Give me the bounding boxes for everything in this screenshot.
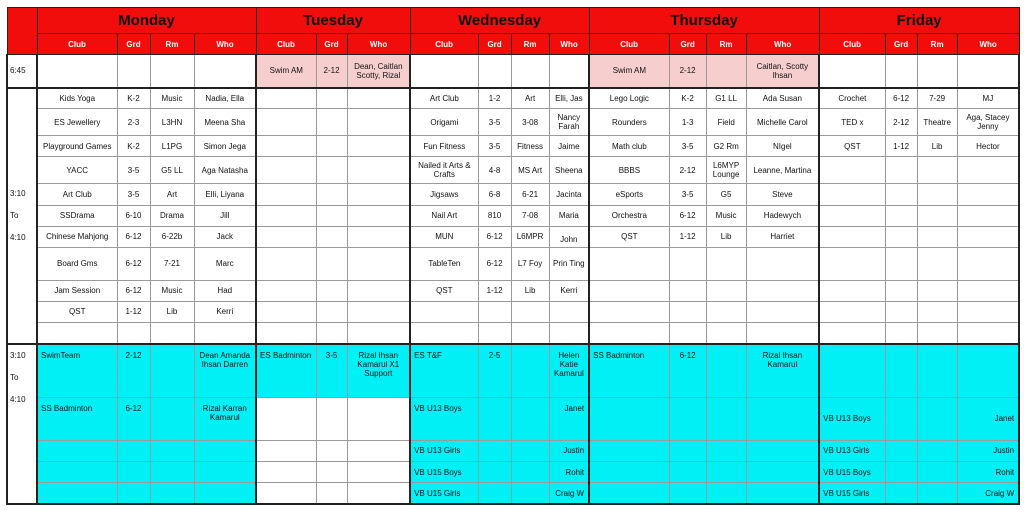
club-room: L6MYP Lounge <box>706 157 746 184</box>
time-start: 3:10 <box>10 350 26 360</box>
club-grade: 1-3 <box>669 109 706 136</box>
club-who: Kerri <box>194 301 256 322</box>
sports-club: VB U15 Boys <box>410 461 478 482</box>
club-name: Board Gms <box>37 248 117 280</box>
time-to: To <box>10 372 19 382</box>
sports-club: VB U13 Girls <box>410 440 478 461</box>
col-header-grd: Grd <box>316 34 347 55</box>
club-who: Hector <box>957 136 1019 157</box>
club-name: Nailed it Arts & Crafts <box>410 157 478 184</box>
club-room <box>511 301 549 322</box>
club-name: YACC <box>37 157 117 184</box>
club-name <box>819 157 885 184</box>
sports-club: VB U13 Boys <box>819 398 885 441</box>
club-who: Leanne, Martina <box>746 157 819 184</box>
swim-am-thu-who: Caitlan, Scotty Ihsan <box>746 55 819 88</box>
club-who: Simon Jega <box>194 136 256 157</box>
club-grade: 1-12 <box>117 301 150 322</box>
club-grade: 2-12 <box>669 157 706 184</box>
col-header-rm: Rm <box>706 34 746 55</box>
sports-who: Rizal Karran Kamarul <box>194 398 256 441</box>
club-who <box>957 157 1019 184</box>
club-name <box>410 301 478 322</box>
club-room: Theatre <box>917 109 957 136</box>
sports-who: Dean Amanda Ihsan Darren <box>194 344 256 398</box>
sports-club: VB U13 Girls <box>819 440 885 461</box>
swim-am-thu-club: Swim AM <box>589 55 669 88</box>
club-name: TED x <box>819 109 885 136</box>
club-name: QST <box>37 301 117 322</box>
club-grade: 2-12 <box>885 109 917 136</box>
club-name: Math club <box>589 136 669 157</box>
club-name <box>819 205 885 226</box>
sports-who: Janet <box>957 398 1019 441</box>
club-name: QST <box>589 226 669 247</box>
col-header-club: Club <box>256 34 316 55</box>
club-name: Fun Fitness <box>410 136 478 157</box>
time-to: To <box>10 210 19 220</box>
sports-club: VB U15 Girls <box>410 483 478 504</box>
col-header-who: Who <box>746 34 819 55</box>
club-who: Aga, Stacey Jenny <box>957 109 1019 136</box>
club-who: Elli, Jas <box>549 88 589 109</box>
club-room: Art <box>511 88 549 109</box>
club-who: Elli, Liyana <box>194 184 256 205</box>
club-room: Drama <box>150 205 194 226</box>
club-name <box>589 248 669 280</box>
club-who: Michelle Carol <box>746 109 819 136</box>
club-who: Maria <box>549 205 589 226</box>
club-who: NIgel <box>746 136 819 157</box>
sports-club: ES T&F <box>410 344 478 398</box>
club-grade: 1-12 <box>669 226 706 247</box>
club-name: Art Club <box>410 88 478 109</box>
corner-cell <box>7 8 37 55</box>
sports-grade: 2-5 <box>478 344 511 398</box>
club-grade <box>885 205 917 226</box>
time-end: 4:10 <box>10 232 26 242</box>
club-who: Steve <box>746 184 819 205</box>
club-grade <box>885 248 917 280</box>
club-room <box>917 205 957 226</box>
sports-who: Craig W <box>549 483 589 504</box>
club-who: Jaime <box>549 136 589 157</box>
club-room: 7-21 <box>150 248 194 280</box>
club-who <box>957 205 1019 226</box>
sports-who: Craig W <box>957 483 1019 504</box>
club-grade: 2-3 <box>117 109 150 136</box>
day-header-monday: Monday <box>37 8 256 34</box>
club-name <box>819 301 885 322</box>
time-early: 6:45 <box>7 55 37 88</box>
club-room: G5 LL <box>150 157 194 184</box>
col-header-club: Club <box>410 34 478 55</box>
sports-who: Justin <box>549 440 589 461</box>
club-room: L6MPR <box>511 226 549 247</box>
club-room: Music <box>150 280 194 301</box>
club-grade: 1-12 <box>885 136 917 157</box>
col-header-who: Who <box>549 34 589 55</box>
club-name: BBBS <box>589 157 669 184</box>
club-grade <box>885 184 917 205</box>
club-name: eSports <box>589 184 669 205</box>
club-grade <box>669 301 706 322</box>
club-room: G5 <box>706 184 746 205</box>
club-name: Nail Art <box>410 205 478 226</box>
club-who: Nadia, Ella <box>194 88 256 109</box>
sports-club: SS Badminton <box>37 398 117 441</box>
club-grade <box>478 301 511 322</box>
club-room: 7-08 <box>511 205 549 226</box>
club-grade <box>669 248 706 280</box>
club-grade: K-2 <box>117 136 150 157</box>
club-name: Rounders <box>589 109 669 136</box>
club-grade: 4-8 <box>478 157 511 184</box>
sports-who: Helen Katie Kamarul <box>549 344 589 398</box>
club-name: Lego Logic <box>589 88 669 109</box>
club-room: L3HN <box>150 109 194 136</box>
club-room: Music <box>150 88 194 109</box>
club-name: Jigsaws <box>410 184 478 205</box>
sports-who: Rohit <box>549 461 589 482</box>
club-who <box>549 301 589 322</box>
col-header-who: Who <box>194 34 256 55</box>
club-room <box>917 248 957 280</box>
club-name: Jam Session <box>37 280 117 301</box>
club-grade: 6-12 <box>478 226 511 247</box>
club-name: Crochet <box>819 88 885 109</box>
sports-grade: 3-5 <box>316 344 347 398</box>
club-room: G1 LL <box>706 88 746 109</box>
club-grade <box>885 226 917 247</box>
club-name <box>819 184 885 205</box>
club-grade: 3-5 <box>669 136 706 157</box>
club-room: Fitness <box>511 136 549 157</box>
club-room: Lib <box>706 226 746 247</box>
club-name <box>589 301 669 322</box>
club-grade: 6-12 <box>885 88 917 109</box>
club-grade: 6-12 <box>669 205 706 226</box>
club-name: Kids Yoga <box>37 88 117 109</box>
club-room <box>917 226 957 247</box>
club-grade: 1-12 <box>478 280 511 301</box>
club-grade <box>669 280 706 301</box>
club-room: L7 Foy <box>511 248 549 280</box>
col-header-grd: Grd <box>117 34 150 55</box>
club-room <box>706 301 746 322</box>
sports-who: Justin <box>957 440 1019 461</box>
club-room: 6-21 <box>511 184 549 205</box>
club-room: 7-29 <box>917 88 957 109</box>
schedule <box>6 7 1018 505</box>
sports-who: Rohit <box>957 461 1019 482</box>
club-who: Meena Sha <box>194 109 256 136</box>
day-header-tuesday: Tuesday <box>256 8 410 34</box>
club-schedule-table <box>6 7 1020 505</box>
col-header-who: Who <box>347 34 410 55</box>
club-who: Sheena <box>549 157 589 184</box>
club-who <box>957 248 1019 280</box>
club-name: Art Club <box>37 184 117 205</box>
club-room: MS Art <box>511 157 549 184</box>
club-room: Field <box>706 109 746 136</box>
sports-who: Rizal Ihsan Kamarul <box>746 344 819 398</box>
club-grade: 3-5 <box>117 157 150 184</box>
col-header-who: Who <box>957 34 1019 55</box>
time-after-school <box>7 88 37 344</box>
day-header-friday: Friday <box>819 8 1019 34</box>
club-room: Lib <box>511 280 549 301</box>
col-header-club: Club <box>819 34 885 55</box>
sports-club: ES Badminton <box>256 344 316 398</box>
club-name <box>819 248 885 280</box>
club-room: 6-22b <box>150 226 194 247</box>
club-who: Marc <box>194 248 256 280</box>
sports-who: Janet <box>549 398 589 441</box>
club-grade: K-2 <box>669 88 706 109</box>
col-header-grd: Grd <box>885 34 917 55</box>
club-grade: 6-12 <box>117 248 150 280</box>
club-who: Jill <box>194 205 256 226</box>
club-room <box>917 157 957 184</box>
club-who <box>746 248 819 280</box>
col-header-grd: Grd <box>669 34 706 55</box>
club-who <box>957 226 1019 247</box>
club-who: Jacinta <box>549 184 589 205</box>
club-room: Art <box>150 184 194 205</box>
club-grade <box>885 301 917 322</box>
club-name: MUN <box>410 226 478 247</box>
club-name <box>819 280 885 301</box>
swim-am-tue-club: Swim AM <box>256 55 316 88</box>
club-room <box>917 280 957 301</box>
day-header-wednesday: Wednesday <box>410 8 589 34</box>
club-grade: 6-12 <box>478 248 511 280</box>
club-name <box>819 226 885 247</box>
club-who <box>746 301 819 322</box>
club-who: Hadewych <box>746 205 819 226</box>
club-who: Harriet <box>746 226 819 247</box>
club-who: John <box>549 226 589 247</box>
club-name: QST <box>819 136 885 157</box>
club-name: TableTen <box>410 248 478 280</box>
club-grade: 6-10 <box>117 205 150 226</box>
club-grade <box>885 157 917 184</box>
club-name: ES Jewellery <box>37 109 117 136</box>
club-name: Orchestra <box>589 205 669 226</box>
swim-am-thu-grd: 2-12 <box>669 55 706 88</box>
club-grade: K-2 <box>117 88 150 109</box>
club-grade: 6-12 <box>117 280 150 301</box>
col-header-rm: Rm <box>150 34 194 55</box>
sports-grade: 6-12 <box>669 344 706 398</box>
club-grade: 810 <box>478 205 511 226</box>
club-who: Jack <box>194 226 256 247</box>
club-who: Nancy Farah <box>549 109 589 136</box>
time-sports <box>7 344 37 504</box>
sports-club: VB U15 Boys <box>819 461 885 482</box>
sports-who: Rizal Ihsan Kamarul X1 Support <box>347 344 410 398</box>
club-room: Music <box>706 205 746 226</box>
sports-grade: 6-12 <box>117 398 150 441</box>
club-grade <box>885 280 917 301</box>
club-who <box>957 184 1019 205</box>
day-header-thursday: Thursday <box>589 8 819 34</box>
swim-am-tue-grd: 2-12 <box>316 55 347 88</box>
club-who <box>957 301 1019 322</box>
club-name: Origami <box>410 109 478 136</box>
club-room <box>917 184 957 205</box>
club-room: L1PG <box>150 136 194 157</box>
club-grade: 3-5 <box>478 109 511 136</box>
time-end: 4:10 <box>10 394 26 404</box>
club-room: Lib <box>150 301 194 322</box>
col-header-grd: Grd <box>478 34 511 55</box>
sports-club: SS Badminton <box>589 344 669 398</box>
club-room: 3-08 <box>511 109 549 136</box>
col-header-club: Club <box>589 34 669 55</box>
club-who: Aga Natasha <box>194 157 256 184</box>
club-grade: 3-5 <box>478 136 511 157</box>
sports-club: SwimTeam <box>37 344 117 398</box>
club-who <box>746 280 819 301</box>
club-room: G2 Rm <box>706 136 746 157</box>
club-name: Chinese Mahjong <box>37 226 117 247</box>
club-who: MJ <box>957 88 1019 109</box>
club-room <box>706 248 746 280</box>
club-grade: 1-2 <box>478 88 511 109</box>
sports-club: VB U13 Boys <box>410 398 478 441</box>
club-grade: 6-8 <box>478 184 511 205</box>
club-room <box>706 280 746 301</box>
club-name: Playground Games <box>37 136 117 157</box>
swim-am-tue-who: Dean, Caitlan Scotty, Rizal <box>347 55 410 88</box>
club-name <box>589 280 669 301</box>
club-room <box>917 301 957 322</box>
time-start: 3:10 <box>10 188 26 198</box>
club-grade: 6-12 <box>117 226 150 247</box>
col-header-club: Club <box>37 34 117 55</box>
club-who <box>957 280 1019 301</box>
col-header-rm: Rm <box>511 34 549 55</box>
club-name: QST <box>410 280 478 301</box>
club-who: Prin Ting <box>549 248 589 280</box>
club-who: Kerri <box>549 280 589 301</box>
col-header-rm: Rm <box>917 34 957 55</box>
club-room: Lib <box>917 136 957 157</box>
club-who: Ada Susan <box>746 88 819 109</box>
club-who: Had <box>194 280 256 301</box>
club-grade: 3-5 <box>669 184 706 205</box>
club-grade: 3-5 <box>117 184 150 205</box>
sports-grade: 2-12 <box>117 344 150 398</box>
club-name: SSDrama <box>37 205 117 226</box>
sports-club: VB U15 Girls <box>819 483 885 504</box>
